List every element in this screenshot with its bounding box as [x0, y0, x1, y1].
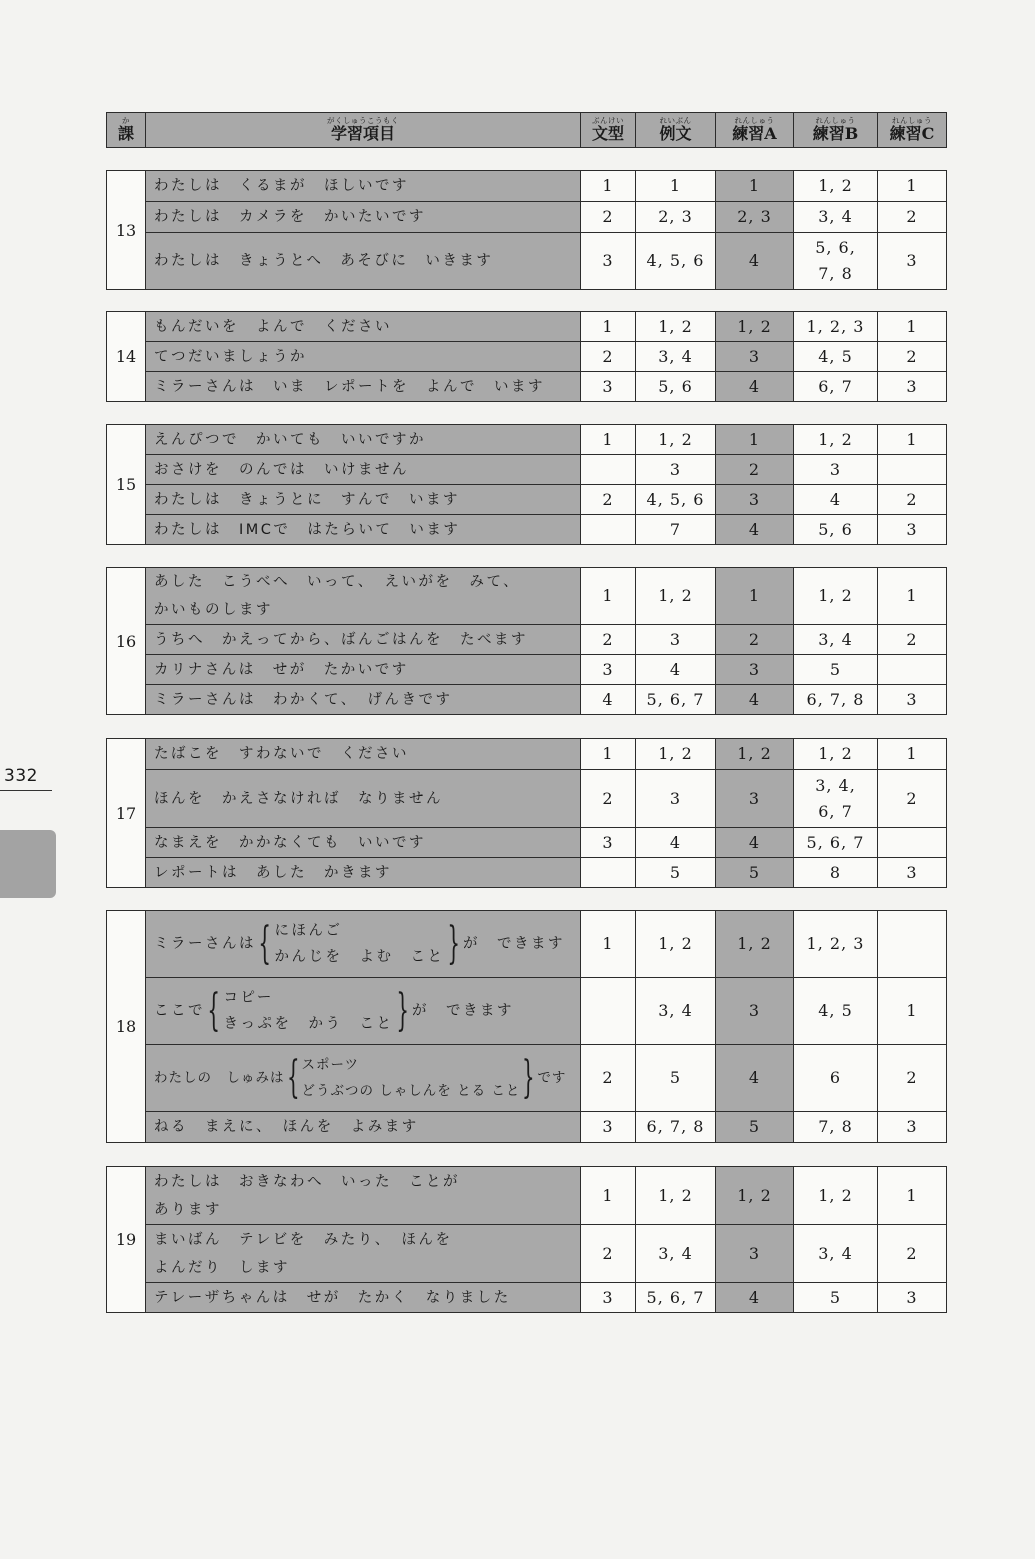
table-row: [107, 312, 947, 342]
table-row: [107, 1283, 947, 1313]
left-brace: {: [207, 985, 222, 1036]
renshu-b-cell: 6, 7, 8: [794, 685, 878, 715]
renshu-a-cell: 1, 2: [716, 911, 794, 978]
bunkei-cell: 2: [581, 202, 636, 233]
renshu-a-cell: 5: [716, 1112, 794, 1143]
page-number: 332: [4, 766, 38, 786]
renshu-a-cell: 1, 2: [716, 312, 794, 342]
table-row: [107, 202, 947, 233]
renshu-b-cell: 1, 2: [794, 171, 878, 202]
table-row: [107, 1112, 947, 1143]
renshu-b-cell: 6, 7: [794, 372, 878, 402]
renshu-b-cell: 1, 2: [794, 568, 878, 625]
learning-item: わたしは IMCで はたらいて います: [146, 515, 581, 545]
reibun-cell: 5, 6, 7: [636, 685, 716, 715]
lesson-block-18: [106, 910, 947, 1143]
table-row: [107, 515, 947, 545]
renshu-c-cell: 1: [878, 171, 947, 202]
reibun-cell: 1, 2: [636, 312, 716, 342]
learning-item: わたしは きょうとに すんで います: [146, 485, 581, 515]
renshu-c-cell: 2: [878, 342, 947, 372]
renshu-a-cell: 3: [716, 485, 794, 515]
renshu-b-cell: 5, 6, 7: [794, 828, 878, 858]
lesson-block-15: [106, 424, 947, 545]
learning-item: うちへ かえってから、ばんごはんを たべます: [146, 625, 581, 655]
renshu-a-cell: 1, 2: [716, 1167, 794, 1225]
bunkei-cell: 3: [581, 233, 636, 290]
bunkei-cell: 2: [581, 342, 636, 372]
bunkei-cell: 2: [581, 1045, 636, 1112]
learning-item: カリナさんは せが たかいです: [146, 655, 581, 685]
lesson-block-14: [106, 311, 947, 402]
learning-item: ねる まえに、 ほんを よみます: [146, 1112, 581, 1143]
lesson-number: 17: [107, 739, 146, 888]
renshu-a-cell: 1, 2: [716, 739, 794, 770]
reibun-cell: 3: [636, 455, 716, 485]
renshu-b-cell: 5, 6: [794, 515, 878, 545]
renshu-a-cell: 3: [716, 770, 794, 828]
lesson-number: 16: [107, 568, 146, 715]
reibun-cell: 1, 2: [636, 568, 716, 625]
renshu-a-cell: 3: [716, 342, 794, 372]
bunkei-cell: 4: [581, 685, 636, 715]
renshu-c-cell: 2: [878, 1045, 947, 1112]
table-row: [107, 911, 947, 978]
table-row: [107, 978, 947, 1045]
thumb-index-tab: [0, 830, 56, 898]
renshu-a-cell: 3: [716, 1225, 794, 1283]
learning-item: ミラーさんは { にほんご かんじを よむ こと } が できます: [146, 911, 581, 978]
table-row: [107, 655, 947, 685]
renshu-c-cell: [878, 828, 947, 858]
renshu-c-cell: 1: [878, 425, 947, 455]
bunkei-cell: [581, 858, 636, 888]
renshu-c-cell: [878, 455, 947, 485]
renshu-c-cell: 2: [878, 485, 947, 515]
reibun-cell: 5: [636, 858, 716, 888]
renshu-b-cell: 3, 4: [794, 625, 878, 655]
table-row: [107, 1167, 947, 1225]
lesson-number: 15: [107, 425, 146, 545]
lesson-number: 19: [107, 1167, 146, 1313]
bunkei-cell: 3: [581, 1283, 636, 1313]
lesson-block-19: [106, 1166, 947, 1313]
header-renshu-b: れんしゅう 練習B: [794, 113, 878, 148]
reibun-cell: 4, 5, 6: [636, 233, 716, 290]
renshu-b-cell: 1, 2: [794, 739, 878, 770]
renshu-c-cell: 3: [878, 515, 947, 545]
renshu-c-cell: [878, 911, 947, 978]
renshu-b-cell: 3, 4: [794, 202, 878, 233]
renshu-a-cell: 4: [716, 828, 794, 858]
bunkei-cell: 1: [581, 171, 636, 202]
renshu-a-cell: 4: [716, 515, 794, 545]
renshu-a-cell: 3: [716, 655, 794, 685]
table-row: [107, 828, 947, 858]
table-row: [107, 372, 947, 402]
left-brace: {: [258, 918, 273, 969]
learning-item: わたしは きょうとへ あそびに いきます: [146, 233, 581, 290]
learning-item: もんだいを よんで ください: [146, 312, 581, 342]
renshu-b-cell: 4, 5: [794, 342, 878, 372]
learning-item: あした こうべへ いって、 えいがを みて、 かいものします: [146, 568, 581, 625]
reibun-cell: 1: [636, 171, 716, 202]
renshu-c-cell: 3: [878, 372, 947, 402]
right-brace: }: [446, 918, 461, 969]
table-row: [107, 1045, 947, 1112]
learning-item: わたしは くるまが ほしいです: [146, 171, 581, 202]
renshu-b-cell: 7, 8: [794, 1112, 878, 1143]
reibun-cell: 1, 2: [636, 425, 716, 455]
bunkei-cell: [581, 515, 636, 545]
header-renshu-c: れんしゅう 練習C: [878, 113, 947, 148]
learning-item: わたしの しゅみは { スポーツ どうぶつの しゃしんを とる こと } です: [146, 1045, 581, 1112]
renshu-c-cell: [878, 655, 947, 685]
reibun-cell: 1, 2: [636, 1167, 716, 1225]
left-brace: {: [286, 1052, 300, 1103]
bunkei-cell: 1: [581, 911, 636, 978]
renshu-b-cell: 1, 2: [794, 1167, 878, 1225]
table-row: [107, 770, 947, 828]
renshu-b-cell: 5: [794, 655, 878, 685]
lesson-number: 14: [107, 312, 146, 402]
header-reibun: れいぶん 例文: [636, 113, 716, 148]
renshu-c-cell: 2: [878, 625, 947, 655]
renshu-b-cell: 1, 2: [794, 425, 878, 455]
bunkei-cell: [581, 455, 636, 485]
renshu-c-cell: 2: [878, 1225, 947, 1283]
renshu-a-cell: 1: [716, 568, 794, 625]
learning-item: レポートは あした かきます: [146, 858, 581, 888]
renshu-c-cell: 2: [878, 202, 947, 233]
table-row: [107, 455, 947, 485]
table-row: [107, 568, 947, 625]
lesson-block-17: [106, 738, 947, 888]
renshu-b-cell: 8: [794, 858, 878, 888]
renshu-c-cell: 2: [878, 770, 947, 828]
learning-item: わたしは おきなわへ いった ことが あります: [146, 1167, 581, 1225]
renshu-a-cell: 4: [716, 233, 794, 290]
lesson-number: 18: [107, 911, 146, 1143]
bunkei-cell: 1: [581, 1167, 636, 1225]
renshu-b-cell: 1, 2, 3: [794, 312, 878, 342]
bunkei-cell: 1: [581, 739, 636, 770]
renshu-b-cell: 3, 4: [794, 1225, 878, 1283]
bunkei-cell: 1: [581, 312, 636, 342]
reibun-cell: 3, 4: [636, 1225, 716, 1283]
right-brace: }: [395, 985, 410, 1036]
reibun-cell: 2, 3: [636, 202, 716, 233]
renshu-b-cell: 1, 2, 3: [794, 911, 878, 978]
renshu-a-cell: 2, 3: [716, 202, 794, 233]
reibun-cell: 3, 4: [636, 342, 716, 372]
renshu-b-cell: 5: [794, 1283, 878, 1313]
bunkei-cell: 3: [581, 372, 636, 402]
renshu-a-cell: 2: [716, 625, 794, 655]
table-row: [107, 425, 947, 455]
renshu-c-cell: 3: [878, 858, 947, 888]
renshu-a-cell: 4: [716, 685, 794, 715]
renshu-c-cell: 1: [878, 568, 947, 625]
reibun-cell: 4: [636, 828, 716, 858]
learning-item: おさけを のんでは いけません: [146, 455, 581, 485]
lesson-block-13: [106, 170, 947, 290]
bunkei-cell: 2: [581, 625, 636, 655]
reibun-cell: 1, 2: [636, 911, 716, 978]
table-row: [107, 739, 947, 770]
right-brace: }: [522, 1052, 536, 1103]
renshu-c-cell: 1: [878, 739, 947, 770]
table-row: [107, 342, 947, 372]
renshu-b-cell: 3, 4, 6, 7: [794, 770, 878, 828]
header-renshu-a: れんしゅう 練習A: [716, 113, 794, 148]
learning-item: なまえを かかなくても いいです: [146, 828, 581, 858]
learning-item: テレーザちゃんは せが たかく なりました: [146, 1283, 581, 1313]
learning-item: ミラーさんは いま レポートを よんで います: [146, 372, 581, 402]
learning-item: ここで { コピー きっぷを かう こと } が できます: [146, 978, 581, 1045]
learning-item: えんぴつで かいても いいですか: [146, 425, 581, 455]
table-row: [107, 171, 947, 202]
renshu-b-cell: 4, 5: [794, 978, 878, 1045]
renshu-a-cell: 1: [716, 425, 794, 455]
reibun-cell: 1, 2: [636, 739, 716, 770]
table-row: [107, 858, 947, 888]
table-row: [107, 625, 947, 655]
learning-item: たばこを すわないで ください: [146, 739, 581, 770]
renshu-a-cell: 2: [716, 455, 794, 485]
bunkei-cell: [581, 978, 636, 1045]
renshu-b-cell: 4: [794, 485, 878, 515]
reibun-cell: 4, 5, 6: [636, 485, 716, 515]
reibun-cell: 5: [636, 1045, 716, 1112]
header-lesson: か 課: [107, 113, 146, 148]
renshu-b-cell: 5, 6, 7, 8: [794, 233, 878, 290]
reibun-cell: 4: [636, 655, 716, 685]
learning-item: ほんを かえさなければ なりません: [146, 770, 581, 828]
table-row: [107, 1225, 947, 1283]
table-row: [107, 685, 947, 715]
renshu-a-cell: 4: [716, 372, 794, 402]
table-row: [107, 485, 947, 515]
reibun-cell: 6, 7, 8: [636, 1112, 716, 1143]
page-number-underline: [0, 790, 52, 791]
renshu-c-cell: 1: [878, 312, 947, 342]
renshu-c-cell: 3: [878, 233, 947, 290]
learning-item: まいばん テレビを みたり、 ほんを よんだり します: [146, 1225, 581, 1283]
reibun-cell: 3: [636, 625, 716, 655]
learning-item: ミラーさんは わかくて、 げんきです: [146, 685, 581, 715]
learning-item: わたしは カメラを かいたいです: [146, 202, 581, 233]
renshu-b-cell: 3: [794, 455, 878, 485]
column-header: [106, 112, 947, 148]
renshu-a-cell: 4: [716, 1283, 794, 1313]
reibun-cell: 7: [636, 515, 716, 545]
renshu-a-cell: 1: [716, 171, 794, 202]
header-item: がくしゅうこうもく 学習項目: [146, 113, 581, 148]
renshu-c-cell: 3: [878, 1112, 947, 1143]
renshu-a-cell: 3: [716, 978, 794, 1045]
renshu-c-cell: 1: [878, 978, 947, 1045]
bunkei-cell: 3: [581, 828, 636, 858]
renshu-c-cell: 3: [878, 685, 947, 715]
bunkei-cell: 2: [581, 1225, 636, 1283]
bunkei-cell: 2: [581, 485, 636, 515]
renshu-c-cell: 3: [878, 1283, 947, 1313]
renshu-a-cell: 4: [716, 1045, 794, 1112]
bunkei-cell: 3: [581, 1112, 636, 1143]
reibun-cell: 3: [636, 770, 716, 828]
reibun-cell: 5, 6, 7: [636, 1283, 716, 1313]
reibun-cell: 3, 4: [636, 978, 716, 1045]
bunkei-cell: 1: [581, 568, 636, 625]
learning-item: てつだいましょうか: [146, 342, 581, 372]
lesson-number: 13: [107, 171, 146, 290]
renshu-a-cell: 5: [716, 858, 794, 888]
renshu-c-cell: 1: [878, 1167, 947, 1225]
header-bunkei: ぶんけい 文型: [581, 113, 636, 148]
table-row: [107, 233, 947, 290]
renshu-b-cell: 6: [794, 1045, 878, 1112]
bunkei-cell: 2: [581, 770, 636, 828]
bunkei-cell: 1: [581, 425, 636, 455]
bunkei-cell: 3: [581, 655, 636, 685]
lesson-block-16: [106, 567, 947, 715]
reibun-cell: 5, 6: [636, 372, 716, 402]
